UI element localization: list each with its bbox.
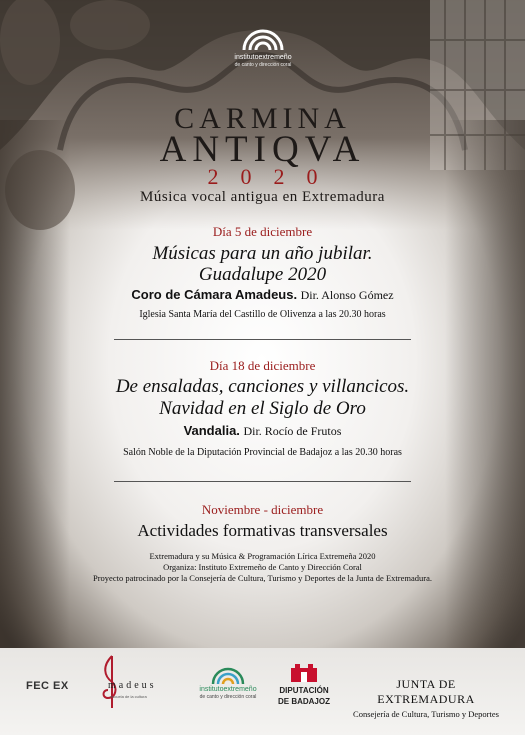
title-carmina: CARMINA (174, 102, 351, 135)
institute-footer-subname: de canto y dirección coral (199, 694, 257, 700)
divider-1 (114, 339, 411, 340)
concentric-arcs-icon (210, 665, 246, 685)
event-1-venue: Iglesia Santa María del Castillo de Olivenza a las 20.30 horas (139, 309, 386, 320)
institute-logo-top (222, 24, 304, 68)
credits-line-3: Proyecto patrocinado por la Consejería de Cultura, Turismo y Deportes de la Junta de Extremadura. (93, 573, 432, 583)
diputacion-line2: DE BADAJOZ (277, 697, 330, 706)
credits-line-1: Extremadura y su Música & Programación Lírica Extremeña 2020 (149, 551, 376, 561)
event-2-director: Dir. Rocío de Frutos (243, 424, 342, 438)
event-1-title-line1: Músicas para un año jubilar. (152, 243, 373, 264)
event-2-venue: Salón Noble de la Diputación Provincial de Badajoz a las 20.30 horas (123, 447, 402, 458)
diputacion-emblem-icon (289, 662, 319, 684)
event-1-performer-line (40, 287, 485, 304)
institute-subname: de canto y dirección coral (234, 62, 292, 68)
title-subtitle: Música vocal antigua en Extremadura (140, 189, 385, 205)
fecoex-logo: FEC EX (26, 680, 69, 692)
event-1-director: Dir. Alonso Gómez (300, 288, 394, 302)
event-1-performer: Coro de Cámara Amadeus. (131, 287, 298, 302)
activities-date: Noviembre - diciembre (201, 502, 324, 517)
title-year: 2020 (207, 164, 340, 189)
event-1-date: Día 5 de diciembre (212, 224, 313, 239)
concentric-arcs-icon (240, 24, 286, 52)
madeus-subtitle: escuela de la cultura (110, 694, 147, 699)
event-2-date: Día 18 de diciembre (209, 358, 316, 373)
activities-title: Actividades formativas transversales (137, 521, 388, 540)
institute-logo-footer (188, 665, 268, 700)
madeus-logo (98, 652, 168, 712)
credits-line-2: Organiza: Instituto Extremeño de Canto y Dirección Coral (163, 562, 362, 572)
institute-name: institutoextremeño (234, 54, 292, 61)
madeus-name: madeus (108, 680, 157, 691)
junta-extremadura-logo (346, 677, 506, 719)
diputacion-line1: DIPUTACIÓN (279, 686, 329, 695)
diputacion-badajoz-logo (274, 662, 334, 706)
institute-footer-name: institutoextremeño (199, 686, 257, 693)
event-2-performer: Vandalia. (183, 423, 240, 438)
divider-2 (114, 481, 411, 482)
event-2-title-line1: De ensaladas, canciones y villancicos. (115, 376, 410, 397)
junta-name: JUNTA DE EXTREMADURA (377, 677, 475, 706)
event-2-performer-line (40, 423, 485, 440)
junta-consejeria: Consejería de Cultura, Turismo y Deportes (353, 709, 499, 719)
title-antiqva: ANTIQVA (159, 129, 366, 170)
event-2-title-line2: Navidad en el Siglo de Oro (159, 398, 366, 419)
event-1-title-line2: Guadalupe 2020 (198, 264, 327, 285)
